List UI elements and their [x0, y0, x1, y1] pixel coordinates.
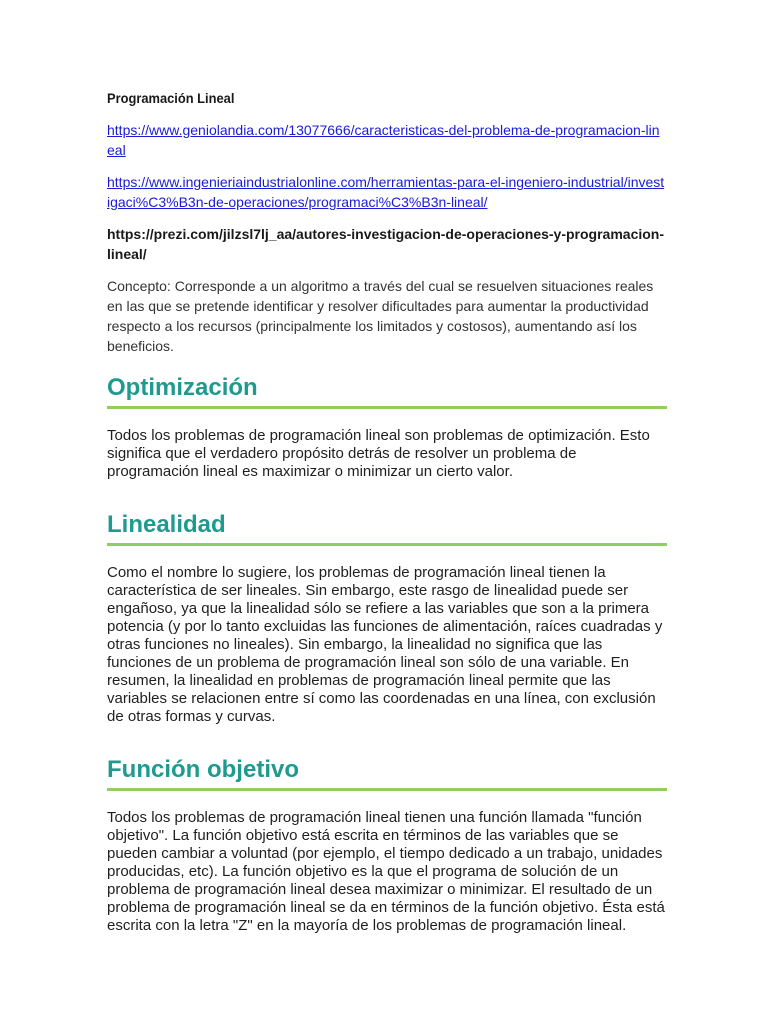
section-heading-funcion-objetivo: Función objetivo	[107, 756, 667, 791]
prezi-link-text: https://prezi.com/jilzsl7lj_aa/autores-investigacion-de-operaciones-y-programacion-lineal/	[107, 226, 665, 262]
reference-link-paragraph	[107, 120, 667, 160]
section-heading-linealidad: Linealidad	[107, 511, 667, 546]
reference-link-paragraph	[107, 172, 667, 212]
section-body-optimizacion: Todos los problemas de programación lineal son problemas de optimización. Esto significa que el verdadero propósito detrás de resolver un problema de programación lineal es maximizar o minimizar un cierto valor.	[107, 427, 650, 480]
section-heading-optimizacion: Optimización	[107, 374, 667, 409]
geniolandia-link[interactable]: https://www.geniolandia.com/13077666/caracteristicas-del-problema-de-programacion-lineal	[107, 122, 660, 158]
document-page	[107, 88, 667, 965]
ingenieria-industrial-link[interactable]: https://www.ingenieriaindustrialonline.com/herramientas-para-el-ingeniero-industrial/investigaci%C3%B3n-de-operaciones/programaci%C3%B3n-lineal/	[107, 174, 665, 210]
section-body-funcion-objetivo: Todos los problemas de programación lineal tienen una función llamada "función objetivo". La función objetivo está escrita en términos de las variables que se pueden cambiar a voluntad (por ejemplo, el tiempo dedicado a un trabajo, unidades producidas, etc). La función objetivo es la que el programa de solución de un problema de programación lineal desea maximizar o minimizar. El resultado de un problema de programación lineal se da en términos de la función objetivo. Ésta está escrita con la letra "Z" en la mayoría de los problemas de programación lineal.	[107, 809, 665, 934]
document-title: Programación Lineal	[107, 90, 235, 106]
concept-paragraph: Concepto: Corresponde a un algoritmo a través del cual se resuelven situaciones reales en las que se pretende identificar y resolver dificultades para aumentar la productividad respecto a los recursos (principalmente los limitados y costosos), aumentando así los beneficios.	[107, 278, 654, 354]
section-body-linealidad: Como el nombre lo sugiere, los problemas de programación lineal tienen la característica de ser lineales. Sin embargo, este rasgo de linealidad puede ser engañoso, ya que la linealidad sólo se refiere a las variables que son a la primera potencia (y por lo tanto excluidas las funciones de alimentación, raíces cuadradas y otras funciones no lineales). Sin embargo, la linealidad no significa que las funciones de un problema de programación lineal son sólo de una variable. En resumen, la linealidad en problemas de programación lineal permite que las variables se relacionen entre sí como las coordenadas en una línea, con exclusión de otras formas y curvas.	[107, 564, 663, 725]
